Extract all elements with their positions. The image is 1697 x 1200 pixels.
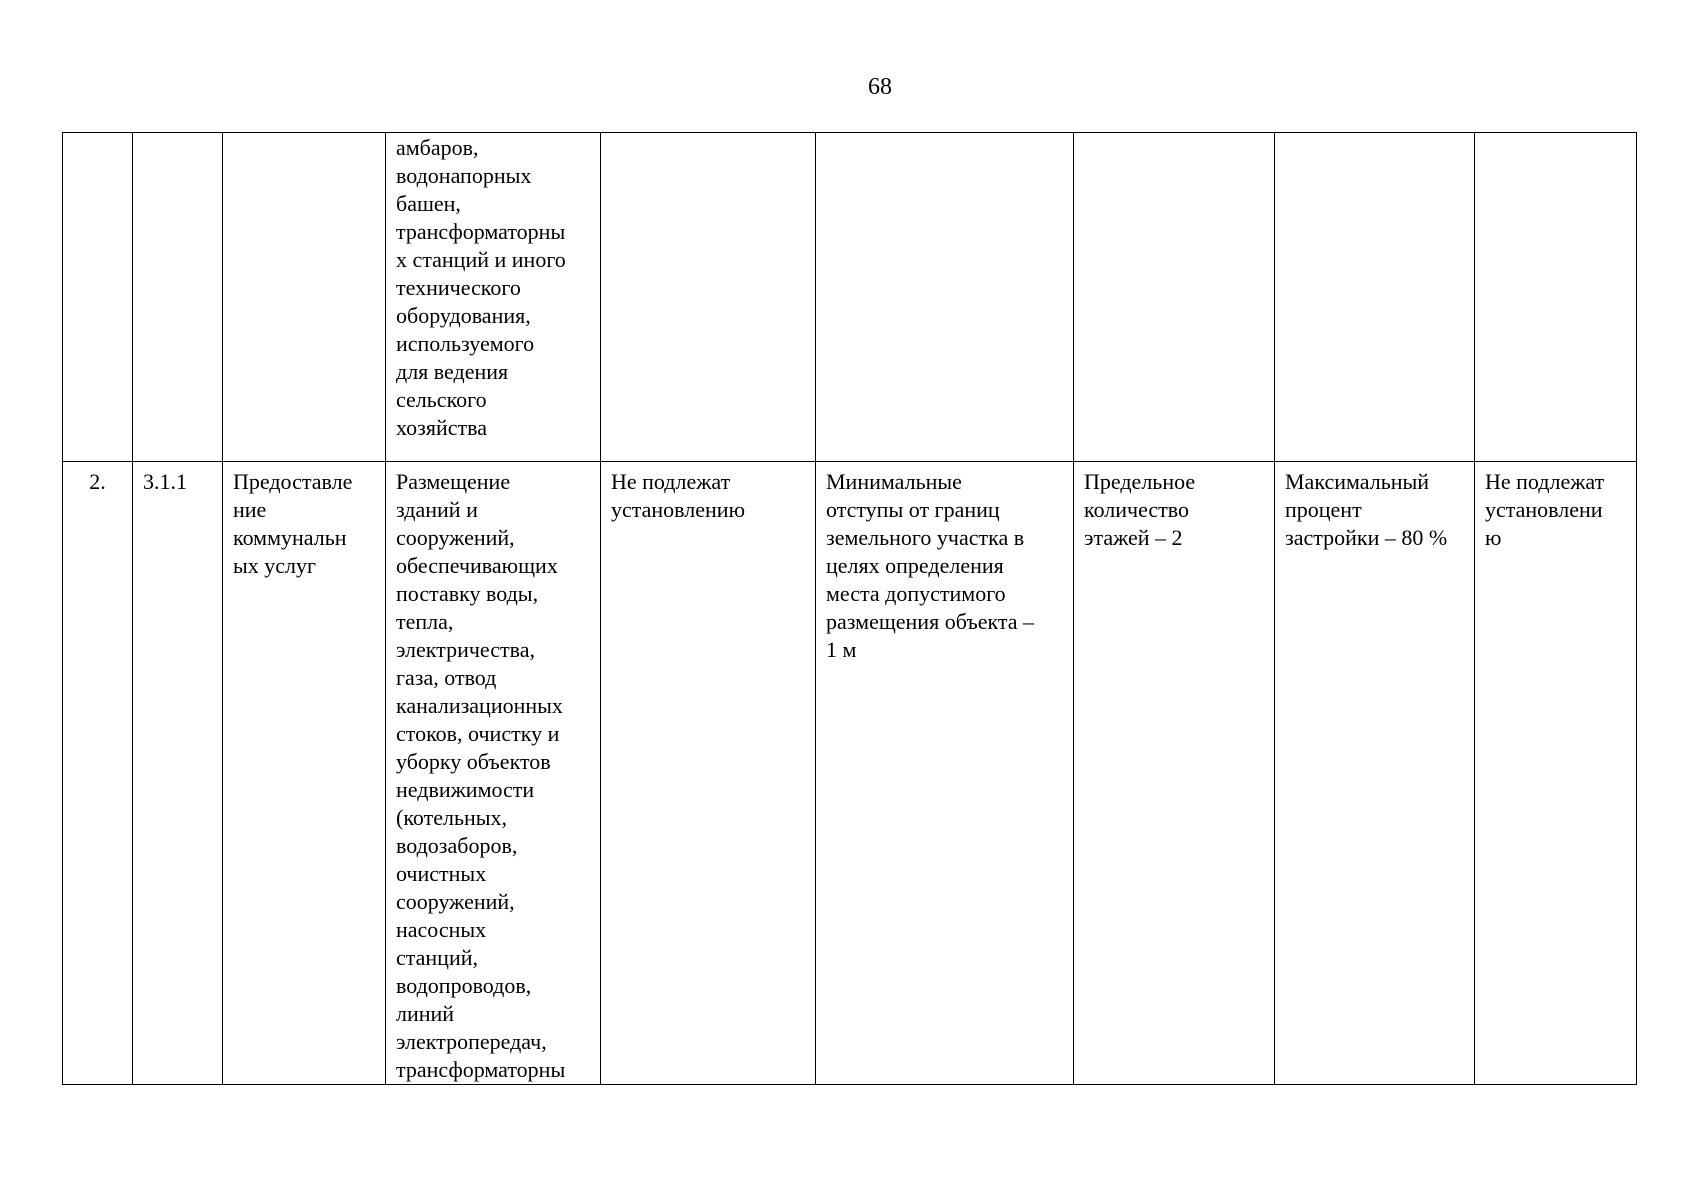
cell-max-floors: Предельное количество этажей – 2: [1074, 462, 1275, 1085]
cell-other-limits: Не подлежат установлени ю: [1475, 462, 1637, 1085]
cell-plot-size-limits: Не подлежат установлению: [601, 462, 816, 1085]
cell-number: [63, 133, 133, 462]
cell-min-setbacks: [816, 133, 1074, 462]
table-row: [63, 462, 1637, 1085]
cell-max-coverage: [1275, 133, 1475, 462]
cell-max-coverage: Максимальный процент застройки – 80 %: [1275, 462, 1475, 1085]
cell-other-limits: [1475, 133, 1637, 462]
cell-use-type-name: [223, 133, 386, 462]
cell-number: 2.: [63, 462, 133, 1085]
cell-code: 3.1.1: [133, 462, 223, 1085]
zoning-regulations-table: [62, 132, 1637, 1085]
page-number: 68: [868, 74, 892, 100]
cell-use-type-description: Размещение зданий и сооружений, обеспечивающих поставку воды, тепла, электричества, газа, отвод канализационных стоков, очистку и уборку объектов недвижимости (котельных, водозаборов, очистных сооружений, насосных станций, водопроводов, линий электропередач, трансформаторны: [386, 462, 601, 1085]
cell-min-setbacks: Минимальные отступы от границ земельного участка в целях определения места допустимого размещения объекта – 1 м: [816, 462, 1074, 1085]
table-row: [63, 133, 1637, 462]
cell-max-floors: [1074, 133, 1275, 462]
cell-use-type-description: амбаров, водонапорных башен, трансформаторны х станций и иного технического оборудования, используемого для ведения сельского хозяйства: [386, 133, 601, 462]
cell-use-type-name: Предоставле ние коммунальн ых услуг: [223, 462, 386, 1085]
cell-code: [133, 133, 223, 462]
cell-plot-size-limits: [601, 133, 816, 462]
